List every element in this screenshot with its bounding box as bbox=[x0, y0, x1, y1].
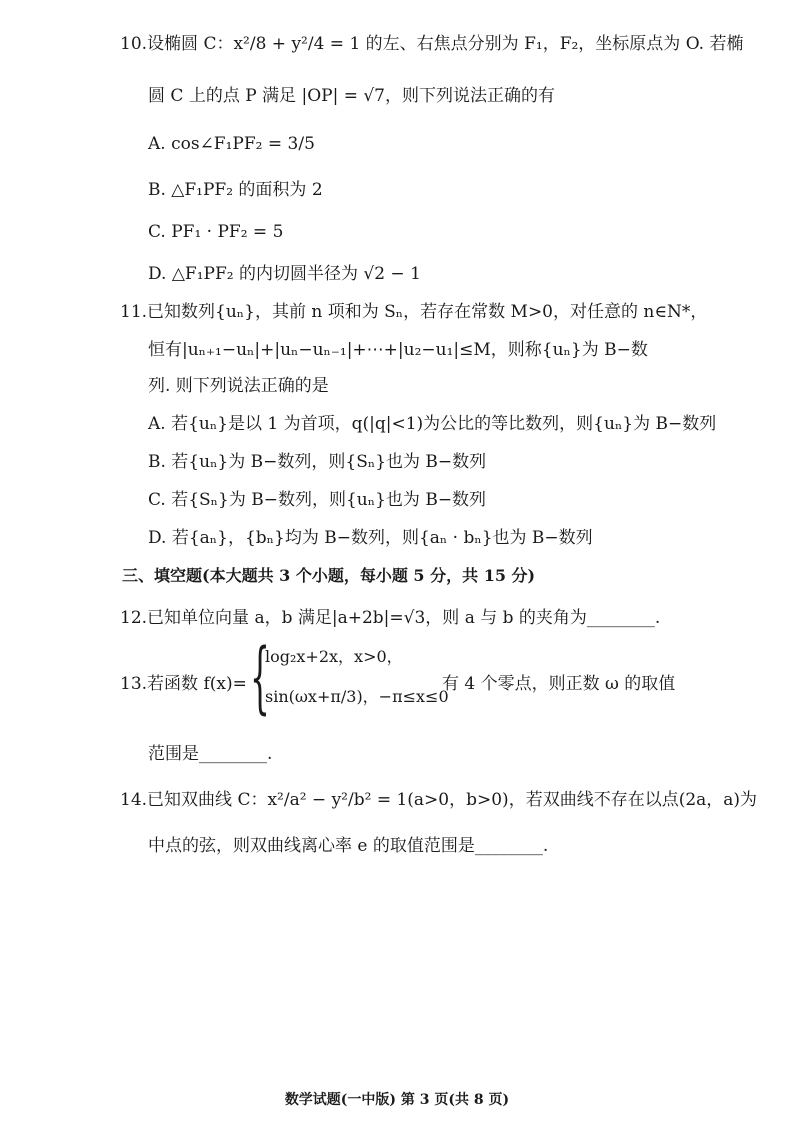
q13-tail: 有 4 个零点，则正数 ω 的取值 bbox=[442, 674, 676, 694]
q14-line1: 14.已知双曲线 C：x²/a² − y²/b² = 1(a>0，b>0)，若双曲线不存在以点(2a，a)为 bbox=[120, 790, 758, 810]
q11-option-c: C. 若{Sₙ}为 B−数列，则{uₙ}也为 B−数列 bbox=[148, 490, 487, 510]
q10-line2: 圆 C 上的点 P 满足 |OP| = √7，则下列说法正确的有 bbox=[148, 86, 555, 106]
piecewise-brace: { bbox=[250, 633, 270, 723]
q11-line2: 恒有|uₙ₊₁−uₙ|+|uₙ−uₙ₋₁|+⋯+|u₂−u₁|≤M，则称{uₙ}为 B−数 bbox=[148, 340, 648, 360]
q10-option-d: D. △F₁PF₂ 的内切圆半径为 √2 − 1 bbox=[148, 264, 421, 284]
q12-text: 12.已知单位向量 a，b 满足|a+2b|=√3，则 a 与 b 的夹角为________. bbox=[120, 608, 661, 628]
q13-lead: 13.若函数 f(x)= bbox=[120, 674, 247, 694]
q11-option-b: B. 若{uₙ}为 B−数列，则{Sₙ}也为 B−数列 bbox=[148, 452, 487, 472]
q10-option-c: C. PF₁ · PF₂ = 5 bbox=[148, 222, 284, 242]
section-fill-in-title: 三、填空题(本大题共 3 个小题，每小题 5 分，共 15 分) bbox=[122, 566, 536, 585]
q11-option-a: A. 若{uₙ}是以 1 为首项，q(|q|<1)为公比的等比数列，则{uₙ}为 B−数列 bbox=[148, 414, 717, 434]
q11-line3: 列. 则下列说法正确的是 bbox=[148, 376, 329, 396]
q10-option-b: B. △F₁PF₂ 的面积为 2 bbox=[148, 180, 323, 200]
q11-option-d: D. 若{aₙ}，{bₙ}均为 B−数列，则{aₙ · bₙ}也为 B−数列 bbox=[148, 528, 593, 548]
q11-line1: 11.已知数列{uₙ}，其前 n 项和为 Sₙ，若存在常数 M>0，对任意的 n∈N*， bbox=[120, 302, 708, 322]
q13-case2: sin(ωx+π/3)，−π≤x≤0 bbox=[265, 687, 449, 706]
q13-line2: 范围是________. bbox=[148, 744, 273, 764]
q10-line1 bbox=[120, 32, 743, 56]
q14-line2: 中点的弦，则双曲线离心率 e 的取值范围是________. bbox=[148, 836, 549, 856]
q10-option-a: A. cos∠F₁PF₂ = 3/5 bbox=[148, 134, 315, 154]
q13-case1: log₂x+2x，x>0， bbox=[265, 647, 403, 666]
q10-line1-text: 10.设椭圆 C：x²/8 + y²/4 = 1 的左、右焦点分别为 F₁，F₂，坐标原点为 O. 若椭 bbox=[120, 34, 744, 54]
page-footer: 数学试题(一中版) 第 3 页(共 8 页) bbox=[284, 1092, 510, 1108]
